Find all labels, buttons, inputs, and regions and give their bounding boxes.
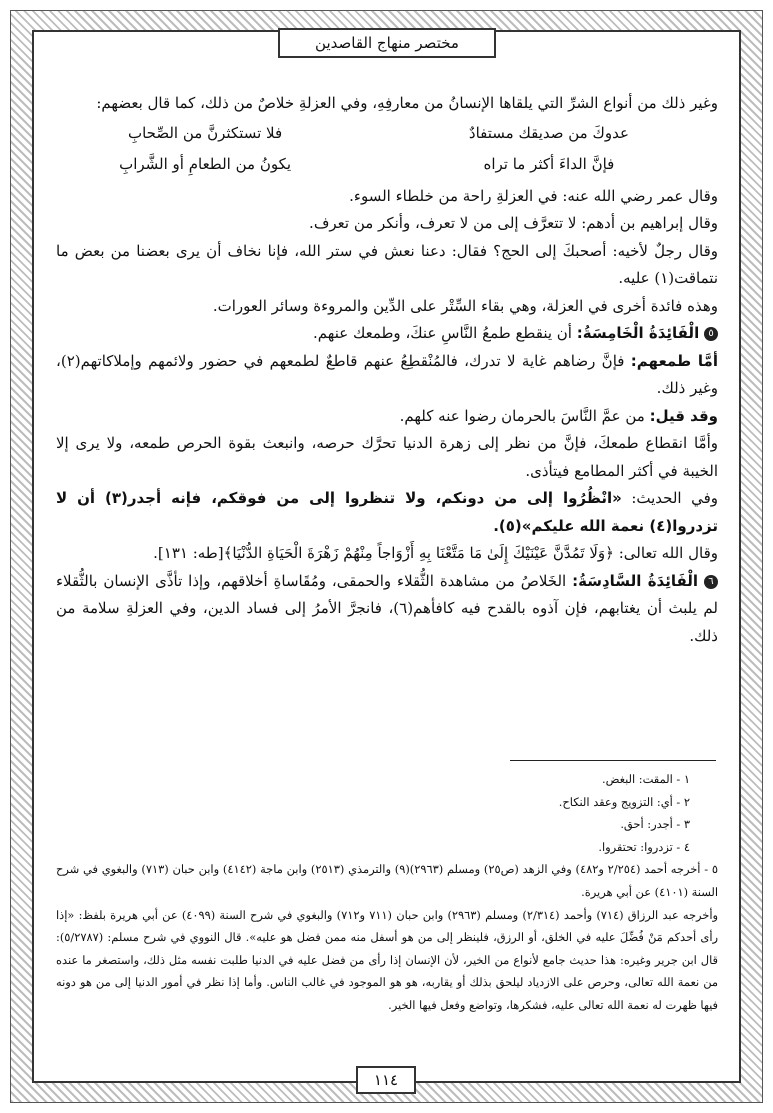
- poem-verse-2: [56, 151, 718, 179]
- lead-term: أمَّا طمعهم:: [630, 351, 718, 370]
- footnotes: [56, 768, 718, 1017]
- book-title: مختصر منهاج القاصدين: [315, 34, 459, 52]
- paragraph-inqita: وأمَّا انقطاع طمعكَ، فإنَّ من نظر إلى زهرة الدنيا تحرَّك حرصه، وانبعث بقوة الحرص طمعه، ولا يرى إلا الخيبة في أكثر المطامع فيتأذى.: [56, 434, 718, 480]
- footnote-5-continued: وأخرجه عبد الرزاق (٧١٤) وأحمد (٢/٣١٤) ومسلم (٢٩٦٣) وابن حبان (٧١١ و٧١٢) والبغوي في شرح السنة (٤٠٩٩) عن أبي هريرة بلفظ: «إذا رأى أحدكم مَنْ فُضِّلَ عليه في الخلق، أو الرزق، فلينظر إلى من هو أسفل منه ممن فضل هو عليه». قال النووي في شرح مسلم: (٥/٢٧٨٧): قال ابن جرير وغيره: هذا حديث جامع لأنواع من الخير، لأن الإنسان إذا رأى من فضل عليه في الدنيا طلبت نفسه مثل ذلك، واستصغر ما عنده من نعمة الله تعالى، وحرص على الازدياد ليلحق بذلك أو يقاربه، هو هو الموجود في غالب الناس. وأما إذا نظر في أمور الدنيا إلى من هو دونه فيها ظهرت له نعمة الله تعالى عليه، فشكرها، وتواضع وفعل فيها الخير.: [56, 907, 719, 1012]
- paragraph-hadith: [56, 485, 718, 540]
- section-5: [56, 320, 718, 348]
- paragraph-lead: وفي الحديث:: [631, 489, 718, 507]
- section-number-badge: ٥: [704, 327, 718, 341]
- section-title: الْفَائِدَةُ الْخَامِسَةُ:: [576, 324, 700, 342]
- section-6: [56, 568, 718, 651]
- paragraph-umar: وقال عمر رضي الله عنه: في العزلةِ راحة من خلطاء السوء.: [349, 186, 718, 205]
- footnote-5: ٥ - أخرجه أحمد (٢/٢٥٤ و٤٨٢) وفي الزهد (ص٢٥) ومسلم (٢٩٦٣)(٩) والترمذي (٢٥١٣) وابن ماجة (٤١٤٢) وابن حبان (٧١٣) والبغوي في شرح السنة (٤١٠١) عن أبي هريرة.: [56, 862, 719, 899]
- paragraph-amma: [56, 348, 718, 403]
- section-text: أن ينقطع طمعُ النَّاسِ عنكَ، وطمعك عنهم.: [313, 324, 572, 342]
- page-number: ١١٤: [373, 1071, 399, 1089]
- paragraph-qad: [56, 403, 718, 431]
- paragraph-ibrahim: وقال إبراهيم بن أدهم: لا تتعرَّف إلى من لا تعرف، وأنكر من تعرف.: [309, 214, 718, 232]
- poem-hemistich: فإنَّ الداءَ أكثر ما تراه: [483, 155, 615, 173]
- footnote-3: ٣ - أجدر: أحق.: [620, 817, 690, 832]
- section-title: الْفَائِدَةُ السَّادِسَةُ:: [572, 571, 699, 590]
- footnote-separator: [510, 760, 716, 761]
- section-number-badge: ٦: [704, 575, 718, 589]
- paragraph-quran: وقال الله تعالى: ﴿وَلَا تَمُدَّنَّ عَيْنَيْكَ إِلَىٰ مَا مَتَّعْنَا بِهِ أَزْوَاجاً مِنْهُمْ زَهْرَةَ الْحَيَاةِ الدُّنْيَا﴾[طه: ١٣١].: [153, 544, 718, 562]
- hadith-quote: «انْظُرُوا إلى من دونكم، ولا تنظروا إلى من فوقكم، فإنه أجدر(٣) أن لا تزدروا(٤) نعمة الله عليكم»(٥).: [56, 489, 718, 535]
- section-text: الخَلاصُ من مشاهدة الثُّقلاء والحمقى، ومُقَاساةِ أخلاقهم، وإذا تأذَّى الإنسان بالثُّقلاء لم يلبث أن يغتابهم، فإن آذوه بالقدح فيه كافأهم(٦)، فانجرَّ الأمرُ إلى فساد الدين، وفي العزلةِ سلامة من ذلك.: [56, 571, 718, 645]
- running-header: [278, 28, 496, 58]
- poem-hemistich: يكونُ من الطعامِ أو الشَّرابِ: [119, 155, 292, 173]
- main-text: [56, 90, 718, 650]
- footnote-4: ٤ - تزدروا: تحتقروا.: [598, 839, 690, 854]
- poem-hemistich: فلا تستكثرنَّ من الصِّحابِ: [127, 123, 283, 142]
- footnote-1: ١ - المقت: البغض.: [602, 772, 690, 786]
- poem-hemistich: عدوكَ من صديقك مستفادٌ: [468, 123, 629, 142]
- lead-term: وقد قيل:: [649, 406, 718, 425]
- paragraph-intro: وغير ذلك من أنواع الشرِّ التي يلقاها الإنسانُ من معارفِهِ، وفي العزلةِ خلاصٌ من ذلك، كما قال بعضهم:: [96, 94, 718, 112]
- paragraph-text: فإنَّ رضاهم غاية لا تدرك، فالمُنْقطِعُ عنهم قاطعٌ لطمعهم في حضور ولائمهم وإملاكاتهم(٢)، وغير ذلك.: [56, 351, 718, 397]
- paragraph-text: من عمَّ النَّاسَ بالحرمان رضوا عنه كلهم.: [399, 406, 645, 425]
- page-number-box: [356, 1066, 416, 1094]
- poem: [56, 120, 718, 179]
- poem-verse-1: [56, 120, 718, 148]
- footnote-2: ٢ - أي: التزويج وعقد النكاح.: [558, 794, 690, 809]
- paragraph-hadhihi: وهذه فائدة أخرى في العزلة، وهي بقاء السِّتْر على الدِّين والمروءة وسائر العورات.: [212, 296, 718, 315]
- paragraph-rajul: وقال رجلٌ لأخيه: أصحبكَ إلى الحج؟ فقال: دعنا نعش في ستر الله، فإنا نخاف أن يرى بعضنا من بعض ما نتماقت(١) عليه.: [56, 241, 718, 287]
